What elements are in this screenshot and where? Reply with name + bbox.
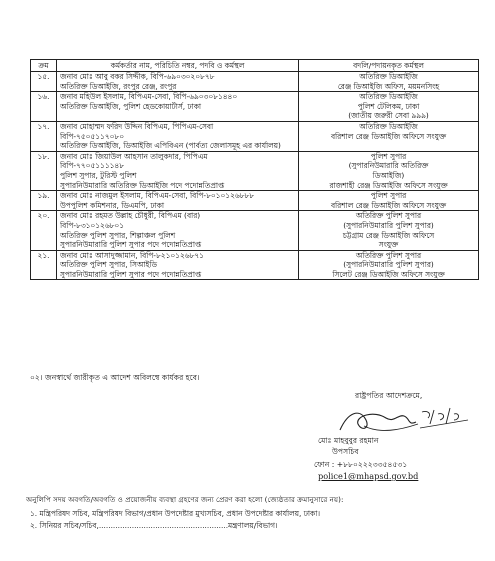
copy-intro: অনুলিপি সদয় অবগতি/অবগতি ও প্রয়োজনীয় ব্যবস্থা গ্রহণের জন্য প্রেরণ করা হলো (জ্যেষ্ঠতার ক্রমানুসারে নয়): <box>26 495 344 504</box>
row-officer <box>57 151 299 190</box>
officer-line: জনাব মহিউল ইসলাম, বিপিএম-সেবা, বিপি-৬৯০৩০৮১৪৪০ <box>60 92 238 102</box>
row-posting <box>299 191 479 211</box>
copy-list <box>30 508 320 532</box>
handwritten-signature <box>300 390 480 440</box>
posting-line: (সুপারনিউমারারি পুলিশ সুপার) <box>343 260 434 270</box>
officer-line: উপপুলিশ কমিশনার, ডিএমপি, ঢাকা <box>60 200 164 210</box>
posting-line: অতিরিক্ত পুলিশ সুপার <box>355 250 422 260</box>
signatory-phone: ফোন : +৮৮০২২২৩৩৫৪৫৩১ <box>314 460 408 469</box>
table-header-row <box>31 60 479 72</box>
posting-line: অতিরিক্ত ডিআইজি <box>359 121 418 131</box>
header-posting: বদলি/পদায়নকৃত কর্মস্থল <box>299 60 479 72</box>
officer-line: সুপারনিউমারারি পুলিশ সুপার পদে পদোন্নতিপ্রাপ্ত <box>60 240 202 250</box>
officer-line: অতিরিক্ত পুলিশ সুপার, শিল্পাঞ্চল পুলিশ <box>60 230 176 240</box>
officer-line: জনাব মোঃ জিয়াউল আহসান তালুকদার, পিপিএম <box>60 151 208 161</box>
officer-line: সুপারনিউমারারি পুলিশ সুপার পদে পদোন্নতিপ্রাপ্ত <box>60 269 202 279</box>
row-serial: ১৬. <box>31 92 57 122</box>
posting-line: অতিরিক্ত ডিআইজি <box>359 92 418 102</box>
table-row <box>31 92 479 122</box>
effect-clause: ০২। জনস্বার্থে জারীকৃত এ আদেশ অবিলম্বে কার্যকর হবে। <box>30 373 200 382</box>
officer-line: জনাব মোঃ আসাদুজ্জামান, বিপি-৮২১০১২৬৮৭১ <box>60 250 204 260</box>
row-posting <box>299 72 479 92</box>
list-item: ১. মন্ত্রিপরিষদ সচিব, মন্ত্রিপরিষদ বিভাগ/প্রধান উপদেষ্টার মুখ্যসচিব, প্রধান উপদেষ্টার কার্যালয়, ঢাকা। <box>30 509 321 518</box>
posting-line: সংযুক্ত <box>378 240 399 250</box>
transfer-table <box>30 59 479 280</box>
officer-line: বিপি-৭৫০৫১১৭০৮০ <box>60 131 125 141</box>
row-posting <box>299 121 479 151</box>
posting-line: ডিআইজি) <box>372 170 405 180</box>
officer-line: জনাব মোহাম্মদ ফরিদ উদ্দিন বিপিএম, পিপিএম-সেবা <box>60 121 214 131</box>
row-posting <box>299 211 479 250</box>
header-officer: কর্মকর্তার নাম, পরিচিতি নম্বর, পদবি ও কর্মস্থল <box>57 60 299 72</box>
table-row <box>31 250 479 280</box>
posting-line: রাজশাহী রেঞ্জ ডিআইজি অফিসে সংযুক্ত <box>329 180 448 190</box>
presidential-order-line: রাষ্ট্রপতির আদেশক্রমে, <box>355 391 423 400</box>
row-serial: ১৫. <box>31 72 57 92</box>
signatory-name: মোঃ মাহবুবুর রহমান <box>318 436 379 445</box>
row-serial: ১৯. <box>31 191 57 211</box>
row-officer <box>57 92 299 122</box>
signatory-title: উপসচিব <box>332 447 359 456</box>
posting-line: অতিরিক্ত পুলিশ সুপার <box>355 211 422 221</box>
posting-line: রেঞ্জ ডিআইজি অফিস, ময়মনসিংহ <box>337 81 440 91</box>
table-row <box>31 121 479 151</box>
posting-line: বরিশাল রেঞ্জ ডিআইজি অফিসে সংযুক্ত <box>330 131 447 141</box>
row-officer <box>57 72 299 92</box>
officer-line: পুলিশ সুপার, টুরিস্ট পুলিশ <box>60 170 137 180</box>
posting-line: সিলেট রেঞ্জ ডিআইজি অফিসে সংযুক্ত <box>332 269 445 279</box>
posting-line: পুলিশ টেলিকম, ঢাকা <box>357 101 420 111</box>
table-row <box>31 191 479 211</box>
officer-line: অতিরিক্ত ডিআইজি, পুলিশ হেডকোয়ার্টার্স, ঢাকা <box>60 101 202 111</box>
row-serial: ২০. <box>31 211 57 250</box>
row-serial: ১৮. <box>31 151 57 190</box>
row-officer <box>57 191 299 211</box>
row-officer <box>57 211 299 250</box>
posting-line: পুলিশ সুপার <box>370 151 407 161</box>
posting-line: (সুপারনিউমারারি পুলিশ সুপার) <box>343 220 434 230</box>
posting-line: অতিরিক্ত ডিআইজি <box>359 72 418 81</box>
officer-line: সুপারনিউমারারি অতিরিক্ত ডিআইজি পদে পদোন্নতিপ্রাপ্ত <box>60 180 225 190</box>
officer-line: জনাব মোঃ রহমত উল্লাহ চৌধুরী, বিপিএম (বার) <box>60 211 201 221</box>
row-officer <box>57 250 299 280</box>
row-officer <box>57 121 299 151</box>
row-posting <box>299 250 479 280</box>
posting-line: বরিশাল রেঞ্জ ডিআইজি অফিসে সংযুক্ত <box>330 200 447 210</box>
officer-line: বিপি-৮৩১০১২৬৮০১ <box>60 220 125 230</box>
row-posting <box>299 92 479 122</box>
row-serial: ২১. <box>31 250 57 280</box>
posting-line: চট্টগ্রাম রেঞ্জ ডিআইজি অফিসে <box>342 230 435 240</box>
header-serial: ক্রম <box>31 60 57 72</box>
table-row <box>31 151 479 190</box>
row-posting <box>299 151 479 190</box>
table-row <box>31 211 479 250</box>
officer-line: জনাব মোঃ নাজমুল ইসলাম, বিপিএম-সেবা, বিপি-৮০১০১২৬৮৮৮ <box>60 191 255 201</box>
officer-line: অতিরিক্ত পুলিশ সুপার, সিআইডি <box>60 260 157 270</box>
row-serial: ১৭. <box>31 121 57 151</box>
posting-line: পুলিশ সুপার <box>370 191 407 201</box>
posting-line: (সুপারনিউমারারি অতিরিক্ত <box>348 161 429 171</box>
officer-line: বিপি-৭৭০৫১১১১৪৮ <box>60 161 125 171</box>
officer-line: অতিরিক্ত ডিআইজি, রংপুর রেঞ্জ, রংপুর <box>60 81 177 91</box>
officer-line: জনাব মোঃ আবু বকর সিদ্দীক, বিপি-৬৯০৩০২০৮৭৮ <box>60 72 215 81</box>
list-item: ২. সিনিয়র সচিব/সচিব,.......................................................মন্ত্রণালয়/বিভাগ। <box>30 521 278 530</box>
officer-line: অতিরিক্ত ডিআইজি, ডিআইজি এপিবিএন (পার্বত্য জেলাসমূহ এর কার্যালয়) <box>60 141 281 151</box>
signatory-email-link[interactable]: police1@mhapsd.gov.bd <box>318 471 419 481</box>
posting-line: (জাতীয় জরুরী সেবা ৯৯৯) <box>348 111 429 121</box>
table-row <box>31 72 479 92</box>
